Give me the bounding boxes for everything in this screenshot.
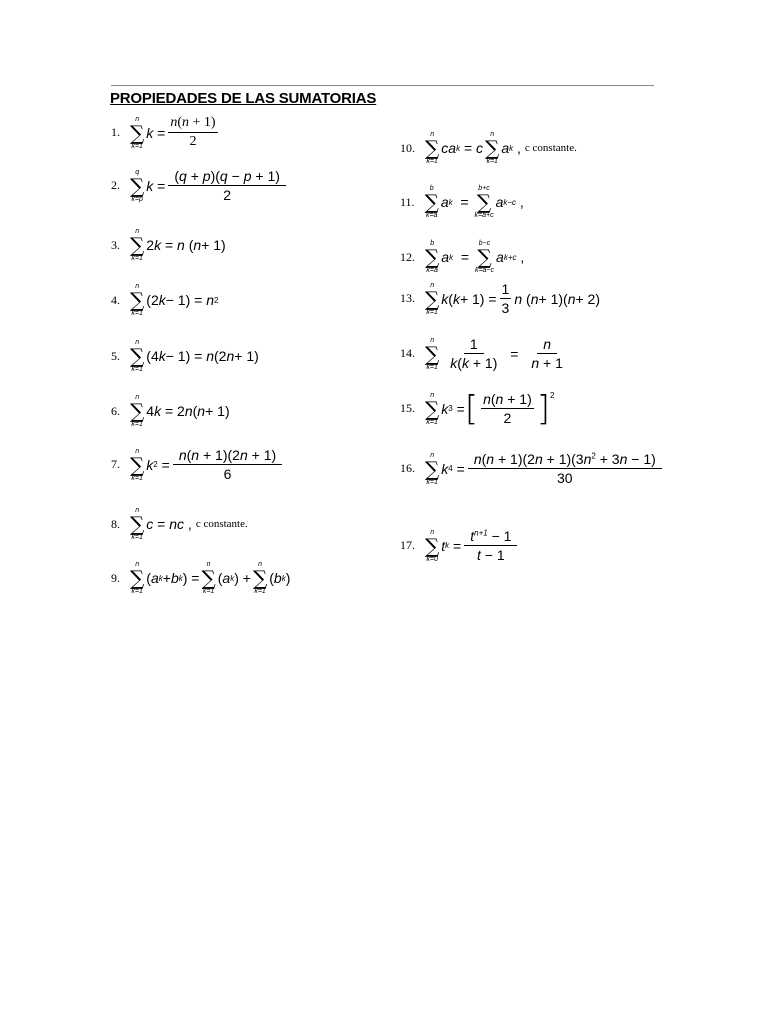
formula-7: 7. n ∑ k=1 k 2 = $\frac{n(n + 1)(2n + 1)}{6}$ xyxy=(111,447,285,482)
formula-number: 14. xyxy=(400,346,415,360)
formula-9: 9. n ∑ k=1 ( a k + b k ) = n ∑ k=1 ( a k ) + n ∑ k=1 ( b k ) xyxy=(111,561,291,595)
formula-16: 16. n ∑ k=1 k 4 = $\frac{n(n + 1)(2n + 1)(3n^2 + 3n - 1)}{30}$ xyxy=(400,451,665,486)
formula-number: 16. xyxy=(400,461,415,475)
formula-number: 9. xyxy=(111,570,120,585)
formula-2: 2. q ∑ k=p k = $\frac{(q + p)(q - p + 1)}{2}$ xyxy=(111,168,289,203)
formula-number: 10. xyxy=(400,140,415,155)
formula-10: 10. n ∑ k=1 ca k = c n ∑ k=1 a k , c constante. xyxy=(400,131,577,165)
top-rule xyxy=(111,85,654,86)
formula-number: 12. xyxy=(400,249,415,264)
page-title: PROPIEDADES DE LAS SUMATORIAS xyxy=(110,90,377,107)
formula-number: 13. xyxy=(400,291,415,305)
formula-11: 11. b ∑ k=a a k = b+c ∑ k=a+c a k−c , xyxy=(400,185,524,219)
formula-12: 12. b ∑ k=a a k = b−c ∑ k=a−c a k+c , xyxy=(400,240,525,274)
formula-17: 17. n ∑ k=0 t k = $\frac{t^{n+1} - 1}{t - 1}$ xyxy=(400,528,520,563)
formula-number: 8. xyxy=(111,516,120,531)
formula-number: 17. xyxy=(400,538,415,552)
formula-number: 6. xyxy=(111,403,120,418)
formula-8: 8. n ∑ k=1 c = nc , c constante. xyxy=(111,507,248,541)
formula-13: 13. n ∑ k=1 k ( k + 1) = $\frac{1}{3}$ n ( n + 1)( n + 2) xyxy=(400,281,600,316)
formula-number: 5. xyxy=(111,348,120,363)
constant-note: c constante. xyxy=(195,518,248,530)
formula-number: 11. xyxy=(400,194,415,209)
formula-number: 3. xyxy=(111,237,120,252)
formula-4: 4. n ∑ k=1 (2 k − 1) = n 2 xyxy=(111,283,219,317)
formula-number: 1. xyxy=(111,125,120,139)
formula-number: 4. xyxy=(111,292,120,307)
formula-1: 1. n ∑ k=1 k = $\frac{n(n + 1)}{2}$ xyxy=(111,115,216,150)
formula-15: 15. n ∑ k=1 k 3 = [ $\frac{n(n + 1)}{2}$ ] $^2$ xyxy=(400,388,555,429)
formula-14: 14. n ∑ k=1 $\frac{1}{k(k + 1)}$ = $\frac{n}{n + 1}$ xyxy=(400,336,563,371)
formula-number: 7. xyxy=(111,457,120,471)
formula-number: 2. xyxy=(111,178,120,192)
formula-5: 5. n ∑ k=1 (4 k − 1) = n (2 n + 1) xyxy=(111,339,259,373)
formula-6: 6. n ∑ k=1 4 k = 2 n ( n + 1) xyxy=(111,394,230,428)
formula-3: 3. n ∑ k=1 2 k = n ( n + 1) xyxy=(111,228,226,262)
formula-number: 15. xyxy=(400,401,415,415)
constant-note: c constante. xyxy=(524,142,577,154)
